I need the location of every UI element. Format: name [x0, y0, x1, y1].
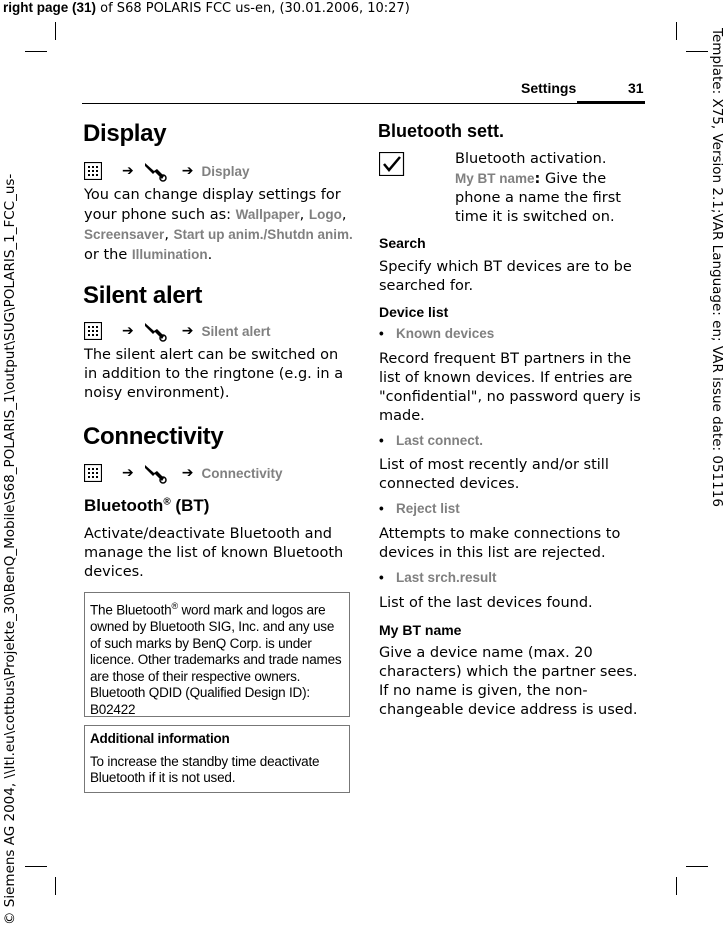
- option-last-search-result: • Last srch.result: [396, 570, 497, 585]
- option-illumination: Illumination: [131, 247, 208, 262]
- my-bt-name-heading: My BT name: [379, 622, 462, 638]
- connectivity-heading: Connectivity: [83, 423, 224, 450]
- menu-item-connectivity: Connectivity: [201, 465, 283, 481]
- print-header-prefix: right page (31): [3, 0, 97, 15]
- wrench-icon: [142, 160, 168, 182]
- last-connect-description: List of most recently and/or still connected devices.: [379, 457, 609, 492]
- option-last-connect: • Last connect.: [396, 433, 483, 448]
- checkbox-checked-icon: [379, 152, 405, 176]
- crop-mark: [676, 877, 677, 895]
- option-wallpaper: Wallpaper: [235, 207, 300, 222]
- bluetooth-settings-heading: Bluetooth sett.: [378, 121, 504, 141]
- crop-mark: [686, 866, 708, 867]
- menu-item-display: Display: [201, 163, 250, 179]
- page-number: 31: [628, 80, 644, 96]
- additional-info-text: To increase the standby time deactivate Bluetooth if it is not used.: [90, 753, 320, 785]
- menu-grid-icon: [84, 162, 102, 180]
- trademark-notice-box: The Bluetooth® word mark and logos are owned by Bluetooth SIG, Inc. and any use of such marks by BenQ Corp. is under licence. Other trademarks and trade names are those of their respective owners. Bluetooth QDID (Qualified Design ID): B02422: [84, 592, 350, 717]
- arrow-right-icon: ➔: [181, 163, 194, 179]
- option-screensaver: Screensaver: [84, 227, 165, 242]
- my-bt-name-description: Give a device name (max. 20 characters) which the partner sees. If no name is given, the non-changeable device address is used.: [379, 645, 638, 718]
- header-rule: [82, 103, 645, 104]
- menu-item-silent-alert: Silent alert: [201, 323, 271, 339]
- arrow-right-icon: ➔: [181, 465, 194, 481]
- additional-info-title: Additional information: [90, 731, 230, 746]
- crop-mark: [25, 866, 47, 867]
- print-header-rest: of S68 POLARIS FCC us-en, (30.01.2006, 10:27): [96, 1, 410, 16]
- device-list-heading: Device list: [379, 304, 449, 320]
- option-my-bt-name: My BT name: [455, 171, 535, 186]
- running-head-section: Settings: [521, 80, 577, 96]
- option-reject-list: • Reject list: [396, 501, 460, 516]
- arrow-right-icon: ➔: [181, 323, 194, 339]
- option-known-devices: • Known devices: [396, 326, 494, 341]
- known-devices-description: Record frequent BT partners in the list of known devices. If entries are "confidential", no password query is made.: [379, 351, 641, 424]
- display-description: You can change display settings for your phone such as: Wallpaper, Logo, Screensaver, Start up anim./Shutdn anim. or the Illumination.: [84, 187, 353, 263]
- bluetooth-bt-description: Activate/deactivate Bluetooth and manage the list of known Bluetooth devices.: [84, 526, 344, 580]
- option-logo: Logo: [308, 207, 342, 222]
- arrow-right-icon: ➔: [122, 163, 134, 179]
- option-startup-anim: Start up anim./Shutdn anim.: [173, 227, 353, 242]
- reject-list-description: Attempts to make connections to devices in this list are rejected.: [379, 526, 621, 561]
- arrow-right-icon: ➔: [122, 323, 134, 339]
- crop-mark: [55, 877, 56, 895]
- connectivity-menu-path: [84, 462, 282, 484]
- search-heading: Search: [379, 235, 426, 251]
- last-search-description: List of the last devices found.: [379, 595, 593, 611]
- wrench-icon: [142, 462, 168, 484]
- crop-mark: [25, 51, 47, 52]
- header-rule-accent: [577, 101, 645, 104]
- additional-info-box: [84, 725, 350, 793]
- display-heading: Display: [83, 120, 167, 147]
- bt-activation-description: Bluetooth activation. My BT name: Give the phone a name the first time it is switched on.: [455, 151, 621, 225]
- silent-alert-menu-path: [84, 320, 271, 342]
- menu-grid-icon: [84, 464, 102, 482]
- silent-alert-description: The silent alert can be switched on in addition to the ringtone (e.g. in a noisy environment).: [84, 347, 344, 401]
- display-menu-path: [84, 160, 250, 182]
- wrench-icon: [142, 320, 168, 342]
- silent-alert-heading: Silent alert: [83, 282, 203, 309]
- menu-grid-icon: [84, 322, 102, 340]
- crop-mark: [55, 22, 56, 40]
- bluetooth-bt-heading: Bluetooth® (BT): [84, 496, 210, 515]
- search-description: Specify which BT devices are to be searched for.: [379, 259, 632, 294]
- crop-mark: [676, 22, 677, 40]
- arrow-right-icon: ➔: [122, 465, 134, 481]
- print-header: [3, 0, 410, 16]
- crop-mark: [686, 51, 708, 52]
